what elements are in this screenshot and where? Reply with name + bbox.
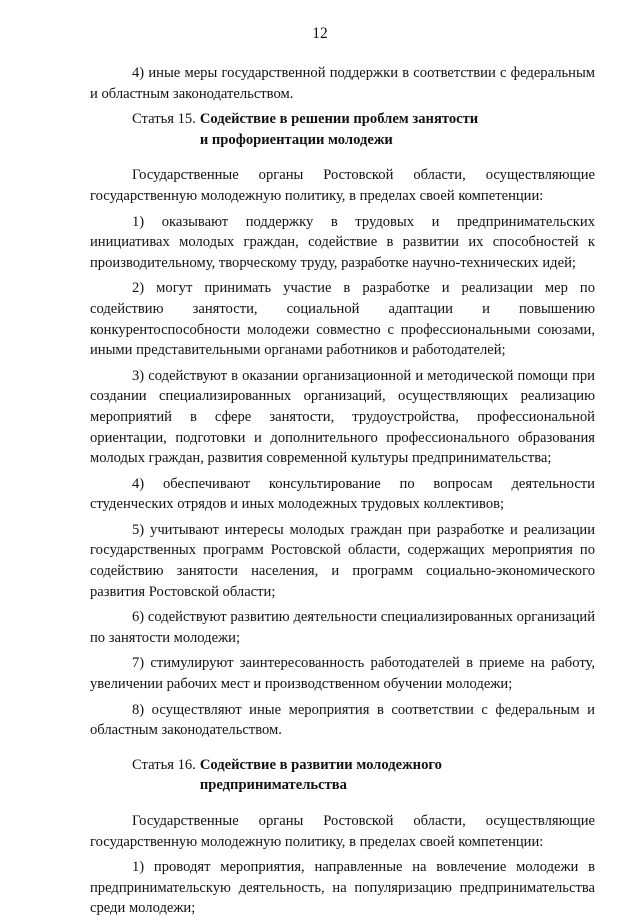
article-title [200,755,442,796]
paragraph: 6) содействуют развитию деятельности специализированных организаций по занятости молодежи; [90,609,595,646]
paragraph: Государственные органы Ростовской области, осуществляющие государственную молодежную политику, в пределах своей компетенции: [90,813,595,850]
article-title [200,109,478,150]
article-heading [90,109,595,150]
article-heading [90,755,595,796]
paragraph: 7) стимулируют заинтересованность работодателей в приеме на работу, увеличении рабочих мест и производственном обучении молодежи; [90,655,595,693]
paragraph: 5) учитывают интересы молодых граждан при разработке и реализации государственных программ Ростовской области, содержащих мероприятия по содействию занятости населения, и программ социально-экономического развития Ростовской области; [90,521,595,600]
article-title-line: Содействие в развитии молодежного [199,756,442,773]
paragraph: Государственные органы Ростовской области, осуществляющие государственную молодежную политику, в пределах своей компетенции: [90,167,595,204]
paragraph: 4) иные меры государственной поддержки в соответствии с федеральным и областным законодательством. [90,65,595,102]
article-label: Статья 15. [132,111,196,128]
paragraph: 4) обеспечивают консультирование по вопросам деятельности студенческих отрядов и иных молодежных трудовых коллективов; [90,475,595,513]
page-number: 12 [312,25,328,42]
paragraph: 2) могут принимать участие в разработке и реализации мер по содействию занятости, социальной адаптации и повышению конкурентоспособности молодежи совместно с профессиональными союзами, иными представительными органами работников и работодателей; [90,280,595,359]
article-label: Статья 16. [132,756,196,773]
paragraph: 3) содействуют в оказании организационной и методической помощи при создании специализированных организаций, осуществляющих реализацию мероприятий в сфере занятости, трудоустройства, профессиональной ориентации, подготовки и дополнительного профессионального образования молодых граждан, развития современной культуры предпринимательства; [90,367,595,467]
article-title-line: Содействие в решении проблем занятости [199,111,479,128]
document-body [90,63,595,924]
paragraph: 1) проводят мероприятия, направленные на вовлечение молодежи в предпринимательскую деятельность, на популяризацию предпринимательства среди молодежи; [90,859,595,917]
paragraph: 1) оказывают поддержку в трудовых и предпринимательских инициативах молодых граждан, содействие в развитии их способностей к производительному, творческому труду, разработке научно-технических идей; [90,213,595,271]
paragraph: 8) осуществляют иные мероприятия в соответствии с федеральным и областным законодательством. [90,701,595,739]
article-title-line: и профориентации молодежи [199,131,393,148]
article-title-line: предпринимательства [199,777,347,794]
